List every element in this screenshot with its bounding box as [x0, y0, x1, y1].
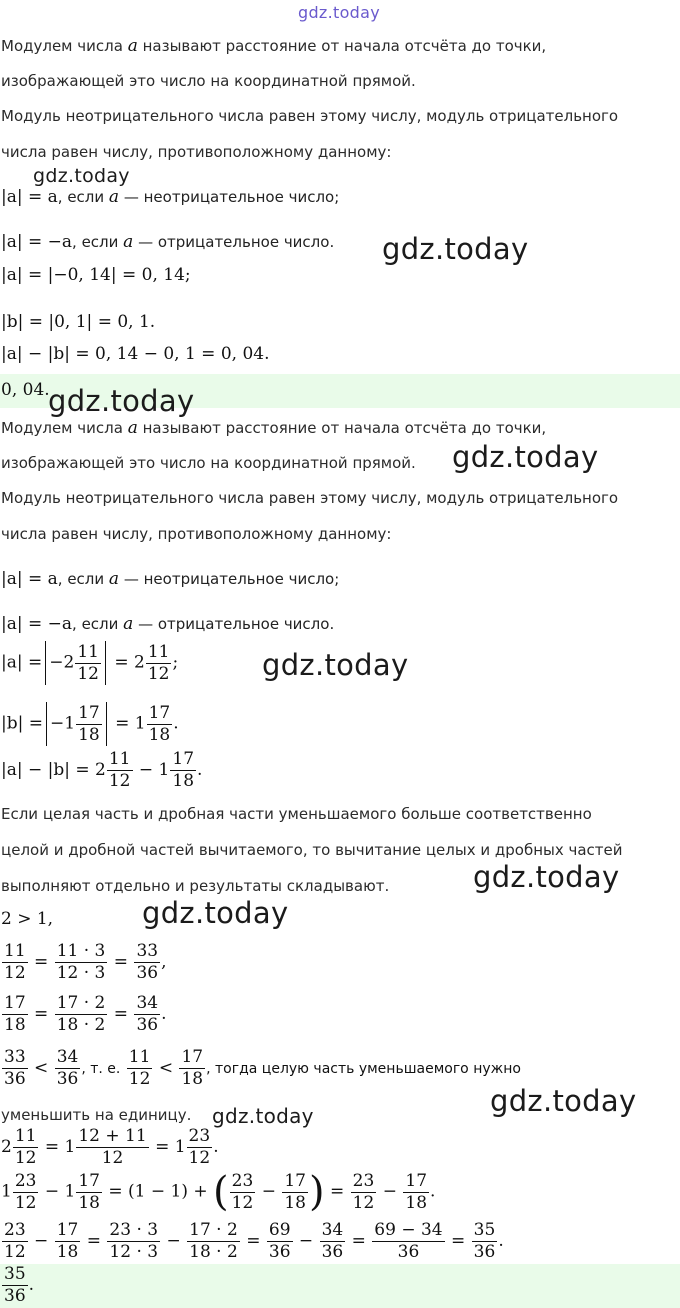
s2-te-text: , т. е. [81, 1061, 121, 1077]
numerator: 17 · 2 [56, 993, 106, 1013]
modulus-bar [105, 641, 106, 685]
modulus-bar [106, 702, 107, 746]
s1-paragraph-3: Модуль неотрицательного числа равен этому числу, модуль отрицательного [1, 107, 619, 125]
watermark-top: gdz.today [298, 3, 380, 22]
denominator: 12 [352, 1192, 375, 1213]
denominator: 36 [4, 1069, 26, 1089]
answer-fraction [2, 1266, 28, 1305]
s2-a-eq: = 2 [114, 652, 145, 673]
s2-p1-rest: называют расстояние от начала отсчёта до точки, [142, 419, 547, 437]
fraction [55, 1049, 81, 1088]
fraction [76, 1128, 148, 1167]
s2-rule-1: Если целая часть и дробная части уменьшаемого больше соответственно [1, 805, 592, 823]
modulus-bar [46, 702, 47, 746]
numerator: 17 [405, 1170, 428, 1191]
less-than-sign: < [158, 1058, 174, 1078]
s1-p1-text: Модулем числа [1, 37, 123, 55]
fraction [75, 641, 101, 684]
s1-paragraph-2: изображающей это число на координатной прямой. [1, 72, 416, 90]
s1-def1-rest: — неотрицательное число; [123, 188, 340, 206]
s2-diff-lhs: |a| − |b| = 2 [1, 760, 106, 780]
s2-compare-integers: 2 > 1, [1, 909, 54, 929]
denominator: 18 · 2 [189, 1242, 238, 1262]
s2-compare-fractions [1, 1049, 521, 1088]
denominator: 36 [321, 1242, 344, 1262]
watermark-s2-a: gdz.today [452, 440, 599, 474]
numerator: 35 [4, 1264, 26, 1284]
fraction [230, 1170, 256, 1213]
s2-borrow-int: 2 [1, 1137, 12, 1157]
watermark-s1-a: gdz.today [33, 165, 130, 187]
s2-s1-int: 1 [1, 1181, 12, 1202]
s1-p1-rest: называют расстояние от начала отсчёта до точки, [142, 37, 547, 55]
numerator: 23 [352, 1170, 375, 1191]
denominator: 36 [136, 1015, 159, 1035]
fraction [179, 1049, 205, 1088]
numerator: 17 [56, 1220, 79, 1240]
s2-tail-2: уменьшить на единицу. [1, 1106, 192, 1124]
s2-rule-3: выполняют отдельно и результаты складывают. [1, 877, 390, 895]
denominator: 12 [4, 1242, 26, 1262]
s1-paragraph-1 [1, 36, 546, 56]
numerator: 23 · 3 [109, 1220, 159, 1240]
fraction [2, 1222, 28, 1261]
denominator: 12 · 3 [109, 1242, 159, 1262]
s2-def1-lhs: |a| = a [1, 569, 58, 589]
denominator: 36 [4, 1286, 26, 1306]
fraction [146, 641, 172, 684]
denominator: 18 [78, 724, 100, 745]
numerator: 23 [231, 1170, 254, 1191]
denominator: 12 [4, 963, 26, 983]
numerator: 11 [147, 641, 170, 662]
fraction [351, 1170, 377, 1213]
watermark-s2-d: gdz.today [142, 896, 289, 930]
s2-expand-1: $\frac{11}{12}$ = $\frac{11 \cdot 3}{12 \cdot 3}$ = $\frac{33}{36}$ , [4, 941, 167, 983]
watermark-s1-b: gdz.today [382, 232, 529, 266]
s2-tail-text: , тогда целую часть уменьшаемого нужно [206, 1061, 521, 1077]
s2-b-eq: = 1 [115, 713, 146, 734]
s2-diff-mid: − 1 [138, 760, 170, 780]
denominator: 36 [473, 1242, 496, 1262]
numerator: 23 [14, 1170, 37, 1191]
denominator: 12 [14, 1192, 37, 1213]
s2-borrow-int3: = 1 [155, 1137, 186, 1157]
denominator: 12 [231, 1192, 254, 1213]
s1-p1-var: a [127, 36, 138, 56]
denominator: 18 [181, 1069, 204, 1089]
denominator: 36 [397, 1242, 420, 1262]
s1-def-1 [1, 187, 339, 207]
denominator: 36 [136, 963, 159, 983]
s2-paragraph-1 [1, 418, 546, 438]
fraction [320, 1222, 346, 1261]
s2-def2-rest: — отрицательное число. [138, 615, 335, 633]
fraction [76, 1170, 102, 1213]
fraction [107, 751, 133, 790]
s2-paragraph-3: Модуль неотрицательного числа равен этому числу, модуль отрицательного [1, 489, 619, 507]
watermark-s2-f: gdz.today [490, 1084, 637, 1118]
left-paren: ( [213, 1169, 229, 1215]
fraction [134, 943, 160, 982]
right-paren: ) [309, 1169, 325, 1215]
denominator: 18 [172, 771, 195, 791]
fraction [403, 1170, 429, 1213]
s1-answer: 0, 04. [1, 380, 50, 400]
numerator: 11 [4, 941, 26, 961]
numerator: 17 [4, 993, 26, 1013]
numerator: 69 [268, 1220, 291, 1240]
numerator: 17 · 2 [189, 1220, 238, 1240]
s2-def1-var: a [108, 569, 120, 589]
answer-band-2 [0, 1264, 680, 1308]
numerator: 12 + 11 [78, 1126, 147, 1146]
numerator: 11 [128, 1047, 151, 1067]
s2-def2-text: , если [72, 615, 119, 633]
s2-modulus-b: |b| = −1 $\frac{17}{18}$ = 1 $\frac{17}{18}$ . [1, 702, 179, 745]
fraction [127, 1049, 153, 1088]
numerator: 17 [284, 1170, 306, 1191]
numerator: 33 [136, 941, 159, 961]
numerator: 23 [4, 1220, 26, 1240]
s2-p1-text: Модулем числа [1, 419, 123, 437]
s1-def-2 [1, 232, 334, 252]
fraction [282, 1170, 308, 1213]
numerator: 11 · 3 [56, 941, 106, 961]
denominator: 36 [56, 1069, 79, 1089]
s2-p1-var: a [127, 418, 138, 438]
numerator: 17 [148, 702, 171, 723]
s2-def2-lhs: |a| = −a [1, 614, 73, 634]
fraction [2, 943, 28, 982]
s1-equation-1: |a| = |−0, 14| = 0, 14; [1, 265, 191, 285]
s1-def1-var: a [108, 187, 120, 207]
s2-def-2 [1, 614, 334, 634]
less-than-sign: < [34, 1058, 49, 1078]
numerator: 34 [136, 993, 159, 1013]
s1-def2-var: a [123, 232, 134, 252]
fraction [55, 943, 108, 982]
denominator: 18 [148, 724, 171, 745]
watermark-s2-b: gdz.today [262, 648, 409, 682]
s2-def1-rest: — неотрицательное число; [123, 570, 340, 588]
s2-b-lhs: |b| = [1, 713, 43, 734]
fraction [13, 1128, 39, 1167]
denominator: 12 [108, 771, 131, 791]
s1-equation-2: |b| = |0, 1| = 0, 1. [1, 312, 156, 332]
denominator: 18 [4, 1015, 26, 1035]
s2-difference: |a| − |b| = 2 $\frac{11}{12}$ − 1 $\frac{17}{18}$ . [1, 749, 203, 791]
s2-modulus-a: |a| = −2 $\frac{11}{12}$ = 2 $\frac{11}{12}$ ; [1, 641, 179, 684]
denominator: 12 [147, 663, 170, 684]
watermark-s1-c: gdz.today [48, 384, 195, 418]
s1-def2-rest: — отрицательное число. [138, 233, 335, 251]
denominator: 12 [128, 1069, 151, 1089]
s2-expand-2: $\frac{17}{18}$ = $\frac{17 \cdot 2}{18 \cdot 2}$ = $\frac{34}{36}$ . [4, 993, 167, 1035]
fraction [267, 1222, 293, 1261]
s2-rule-2: целой и дробной частей вычитаемого, то вычитание целых и дробных частей [1, 841, 623, 859]
s2-subtract-step-1: 1 $\frac{23}{12}$ − 1 $\frac{17}{18}$ = (1 − 1) + ( $\frac{23}{12}$ − $\frac{17}{18}$ ) = $\frac{23}{12}$ − $\frac{17}{18}$ . [1, 1169, 436, 1215]
numerator: 33 [4, 1047, 26, 1067]
fraction [170, 751, 196, 790]
s2-subtract-step-2: $\frac{23}{12}$ − $\frac{17}{18}$ = $\frac{23 \cdot 3}{12 \cdot 3}$ − $\frac{17 \cdot 2}{18 \cdot 2}$ = $\frac{69}{36}$ − $\frac{34}{36}$ = $\frac{69 - 34}{36}$ = $\frac{35}{36}$ . [4, 1220, 504, 1262]
numerator: 17 [78, 702, 100, 723]
s1-equation-3: |a| − |b| = 0, 14 − 0, 1 = 0, 04. [1, 344, 270, 364]
fraction [147, 702, 173, 745]
s2-paragraph-2: изображающей это число на координатной прямой. [1, 454, 416, 472]
denominator: 18 [78, 1192, 100, 1213]
s2-paragraph-4: числа равен числу, противоположному данному: [1, 525, 392, 543]
numerator: 69 − 34 [374, 1220, 443, 1240]
fraction [76, 702, 102, 745]
fraction [187, 1128, 213, 1167]
denominator: 12 [14, 1148, 37, 1168]
fraction [134, 995, 160, 1034]
numerator: 23 [188, 1126, 211, 1146]
denominator: 12 [77, 663, 99, 684]
s2-def2-var: a [123, 614, 134, 634]
fraction [2, 1049, 28, 1088]
numerator: 34 [56, 1047, 79, 1067]
s2-answer: $\frac{35}{36}$ . [4, 1264, 35, 1306]
s1-def1-text: , если [57, 188, 105, 206]
watermark-s2-c: gdz.today [473, 860, 620, 894]
denominator: 12 [101, 1148, 124, 1168]
fraction [55, 1222, 81, 1261]
denominator: 12 [188, 1148, 211, 1168]
s2-s1-minus: − 1 [44, 1181, 76, 1202]
numerator: 17 [78, 1170, 100, 1191]
watermark-s2-e: gdz.today [212, 1104, 314, 1128]
denominator: 18 [56, 1242, 79, 1262]
s1-def1-lhs: |a| = a [1, 187, 58, 207]
numerator: 11 [108, 749, 131, 769]
denominator: 18 · 2 [56, 1015, 106, 1035]
s1-def2-text: , если [72, 233, 119, 251]
s2-borrow-int2: = 1 [44, 1137, 76, 1157]
numerator: 34 [321, 1220, 344, 1240]
numerator: 11 [14, 1126, 37, 1146]
s1-def2-lhs: |a| = −a [1, 232, 73, 252]
s2-s1-mid: = (1 − 1) + [108, 1181, 208, 1202]
denominator: 12 · 3 [56, 963, 106, 983]
numerator: 35 [473, 1220, 496, 1240]
fraction [372, 1222, 444, 1261]
modulus-bar [45, 641, 46, 685]
s2-def-1 [1, 569, 339, 589]
s1-paragraph-4: числа равен числу, противоположному данному: [1, 143, 392, 161]
numerator: 17 [181, 1047, 204, 1067]
denominator: 18 [405, 1192, 428, 1213]
denominator: 36 [268, 1242, 291, 1262]
denominator: 18 [284, 1192, 306, 1213]
s2-a-int: −2 [49, 652, 75, 673]
fraction [2, 995, 28, 1034]
s2-a-lhs: |a| = [1, 652, 43, 673]
numerator: 11 [77, 641, 99, 662]
fraction [107, 1222, 160, 1261]
fraction [187, 1222, 240, 1261]
s2-b-int: −1 [50, 713, 76, 734]
fraction [55, 995, 108, 1034]
s2-borrow: 2 $\frac{11}{12}$ = 1 $\frac{12 + 11}{12}$ = 1 $\frac{23}{12}$ . [1, 1126, 219, 1168]
numerator: 17 [172, 749, 195, 769]
fraction [472, 1222, 498, 1261]
s2-def1-text: , если [57, 570, 105, 588]
fraction [13, 1170, 39, 1213]
